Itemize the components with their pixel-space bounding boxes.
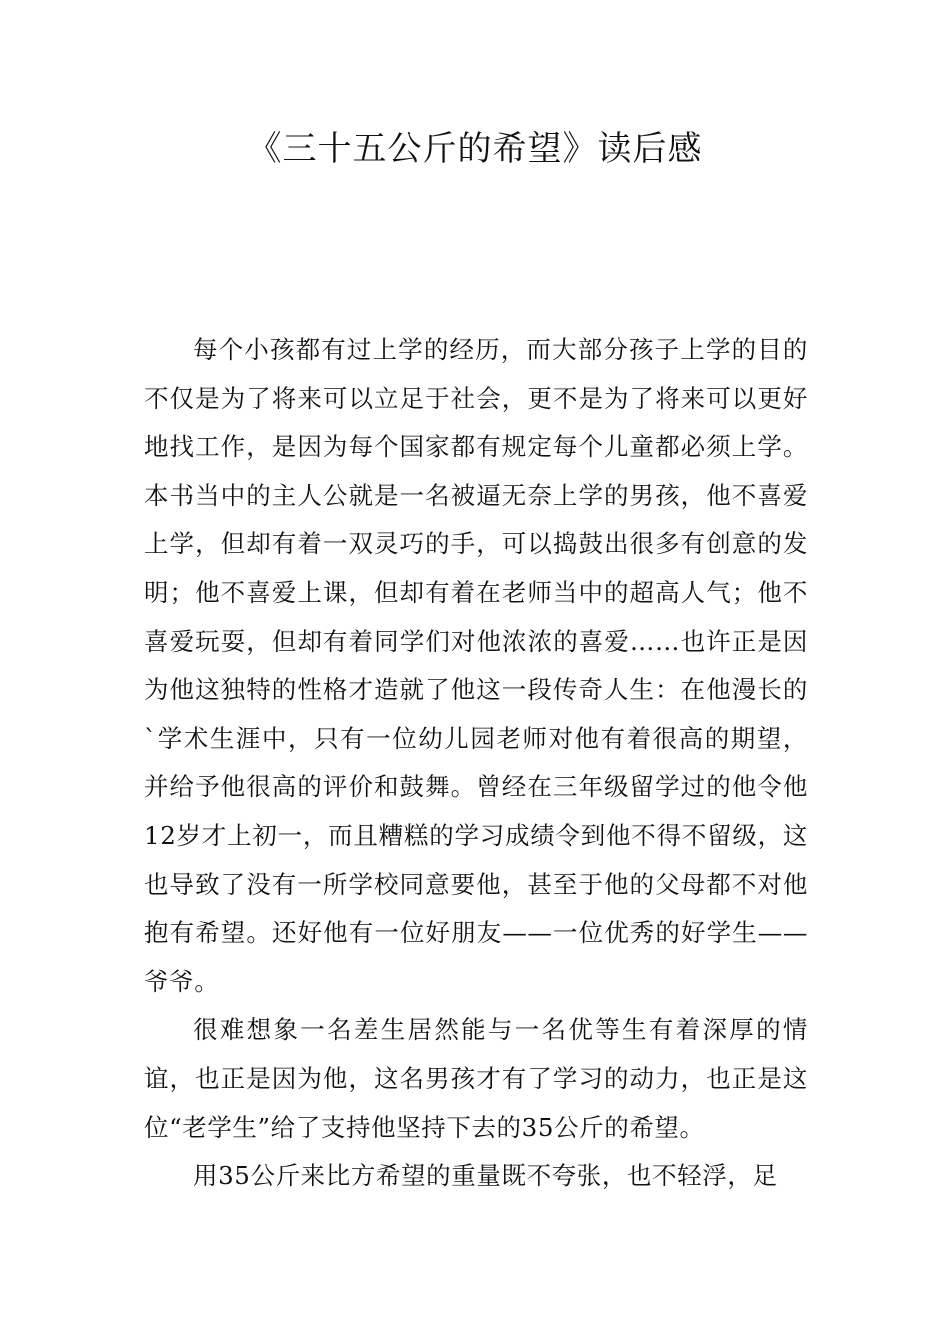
paragraph-1: 每个小孩都有过上学的经历，而大部分孩子上学的目的不仅是为了将来可以立足于社会，更不是为了将来可以更好地找工作，是因为每个国家都有规定每个儿童都必须上学。本书当中的主人公就是一名被逼无奈上学的男孩，他不喜爱上学，但却有着一双灵巧的手，可以捣鼓出很多有创意的发明；他不喜爱上课，但却有着在老师当中的超高人气；他不喜爱玩耍，但却有着同学们对他浓浓的喜爱……也许正是因为他这独特的性格才造就了他这一段传奇人生：在他漫长的`学术生涯中，只有一位幼儿园老师对他有着很高的期望，并给予他很高的评价和鼓舞。曾经在三年级留学过的他令他12岁才上初一，而且糟糕的学习成绩令到他不得不留级，这也导致了没有一所学校同意要他，甚至于他的父母都不对他抱有希望。还好他有一位好朋友——一位优秀的好学生——爷爷。	[144, 335, 808, 996]
paragraph-3: 用35公斤来比方希望的重量既不夸张，也不轻浮，足	[193, 1161, 778, 1191]
document-title: 《三十五公斤的希望》读后感	[247, 129, 703, 169]
document-body	[144, 326, 808, 1201]
paragraph-2: 很难想象一名差生居然能与一名优等生有着深厚的情谊，也正是因为他，这名男孩才有了学习的动力，也正是这位“老学生”给了支持他坚持下去的35公斤的希望。	[144, 1015, 808, 1142]
